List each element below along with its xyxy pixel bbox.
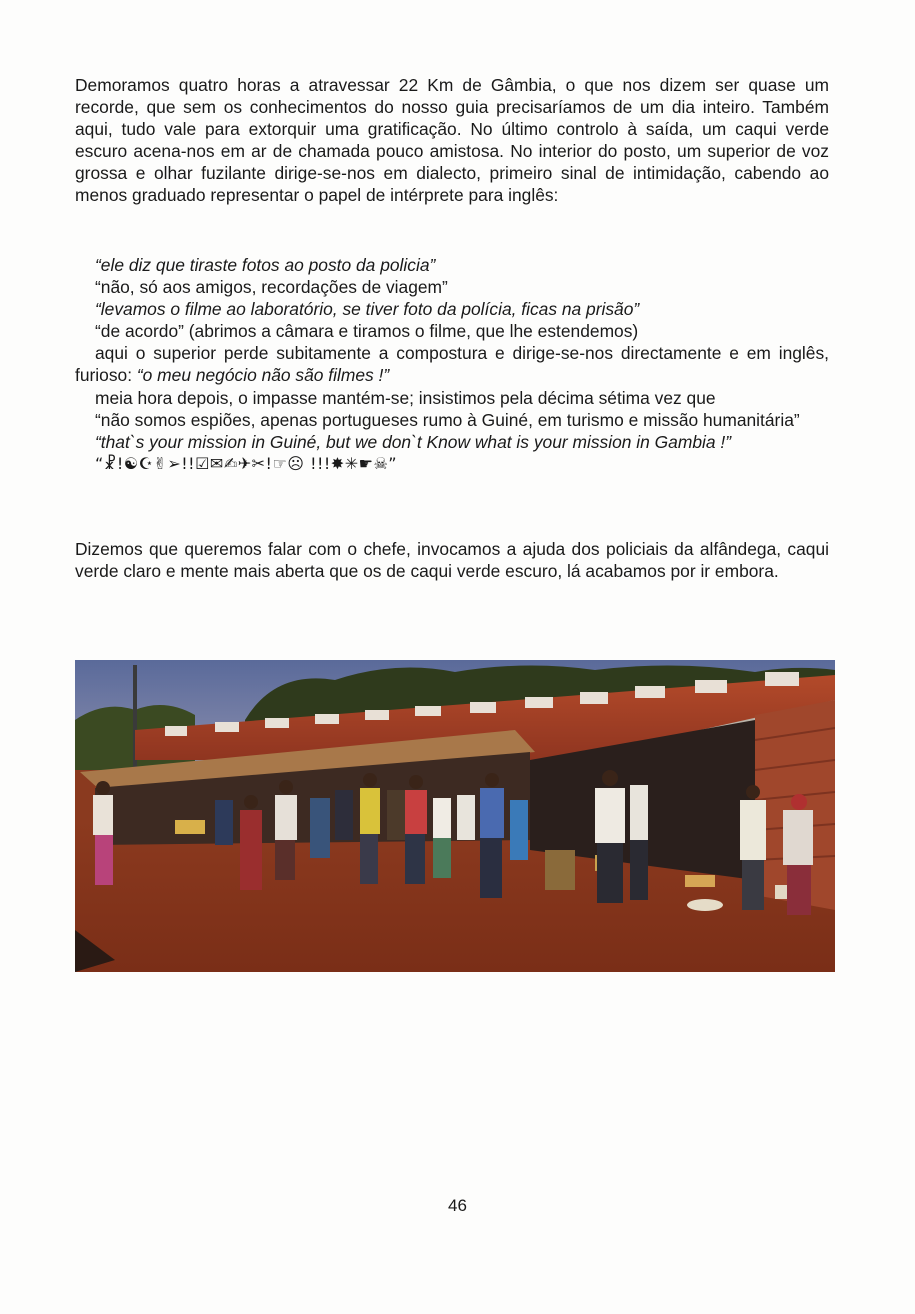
page-number: 46	[448, 1196, 467, 1215]
dialogue-line-6: meia hora depois, o impasse mantém-se; insistimos pela décima sétima vez que	[95, 387, 716, 408]
dialogue-line-7	[55, 409, 829, 431]
market-photo	[75, 660, 835, 972]
dialogue-line-5-italic: “o meu negócio não são filmes !”	[136, 365, 390, 386]
dialogue-line-1: “ele diz que tiraste fotos ao posto da policia”	[95, 255, 436, 275]
dialogue-line-2: “não, só aos amigos, recordações de viagem”	[95, 277, 448, 298]
dialogue-line-5	[75, 342, 829, 386]
market-photo-illustration	[75, 660, 835, 972]
dialogue-line-4: “de acordo” (abrimos a câmara e tiramos o filme, que lhe estendemos)	[95, 321, 639, 342]
dialogue-line-3: “levamos o filme ao laboratório, se tiver foto da polícia, ficas na prisão”	[95, 299, 640, 320]
closing-paragraph: Dizemos que queremos falar com o chefe, invocamos a ajuda dos policiais da alfândega, caqui verde claro e mente mais aberta que os de caqui verde escuro, lá acabamos por ir embora.	[75, 539, 829, 581]
dialogue-line-9-symbols: “☧!☯☪✌➢!!☑✉✍✈✂!☞☹ !!!✸✳☛☠”	[95, 453, 398, 473]
intro-paragraph: Demoramos quatro horas a atravessar 22 Km de Gâmbia, o que nos dizem ser quase um recorde, que sem os conhecimentos do nosso guia precisaríamos de um dia inteiro. Também aqui, tudo vale para extorquir uma gratificação. No último controlo à saída, um caqui verde escuro acena-nos em ar de chamada pouco amistosa. No interior do posto, um superior de voz grossa e olhar fuzilante dirige-se-nos em dialecto, primeiro sinal de intimidação, cabendo ao menos graduado representar o papel de intérprete para inglês:	[75, 75, 829, 205]
dialogue-line-8: “that`s your mission in Guiné, but we don`t Know what is your mission in Gambia !”	[95, 431, 731, 452]
dialogue-line-7-text: “não somos espiões, apenas portugueses rumo à Guiné, em turismo e missão humanitária”	[95, 409, 800, 430]
dialogue-block	[75, 254, 829, 475]
dialogue-line-5-plain: aqui o superior perde subitamente a compostura e dirige-se-nos directamente e em inglês, furioso:	[75, 343, 829, 386]
